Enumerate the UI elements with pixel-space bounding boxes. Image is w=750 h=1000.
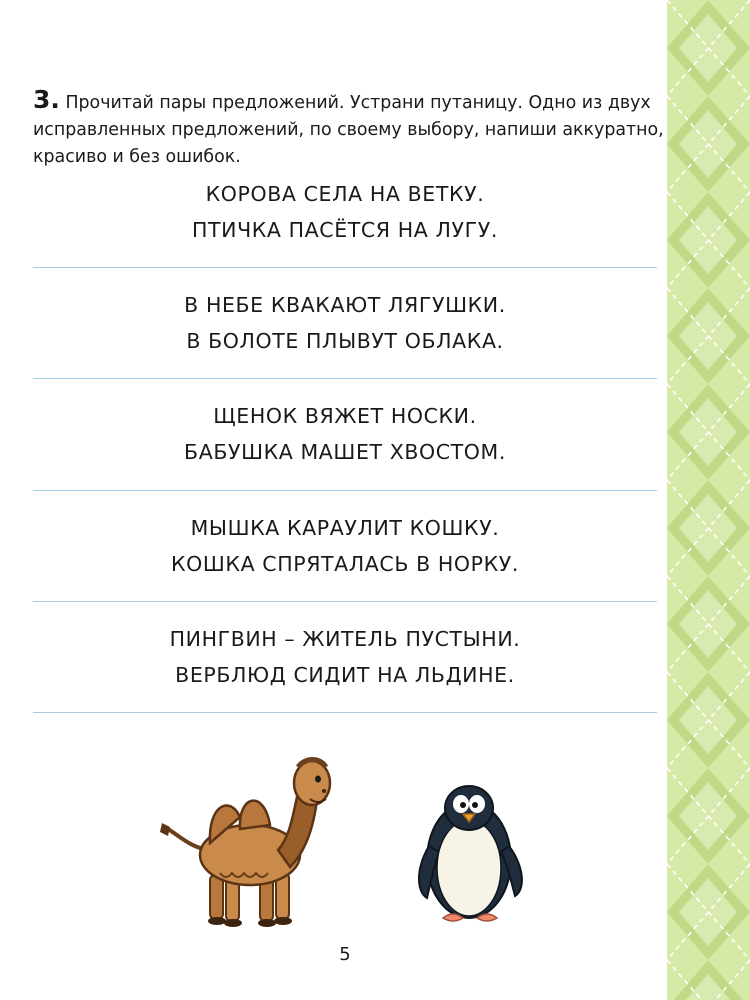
task-instruction (33, 86, 665, 171)
sentence-line: КОШКА СПРЯТАЛАСЬ В НОРКУ. (171, 552, 519, 576)
sentence-line: КОРОВА СЕЛА НА ВЕТКУ. (205, 182, 485, 206)
argyle-pattern (667, 0, 750, 1000)
sentence-pair (33, 621, 657, 693)
penguin-illustration (413, 780, 528, 934)
sentence-line: ЩЕНОК ВЯЖЕТ НОСКИ. (213, 404, 477, 428)
sentence-line: БАБУШКА МАШЕТ ХВОСТОМ. (184, 440, 506, 464)
writing-line (33, 712, 657, 713)
sentence-line: ПИНГВИН – ЖИТЕЛЬ ПУСТЫНИ. (169, 627, 521, 651)
sentence-pair (33, 398, 657, 470)
task-text: Прочитай пары предложений. Устрани путаницу. Одно из двух исправленных предложений, по своему выбору, напиши аккуратно, красиво и без ошибок. (33, 93, 664, 167)
page-number: 5 (339, 944, 351, 965)
writing-line (33, 378, 657, 379)
task-number: 3. (33, 85, 60, 114)
sentence-line: ПТИЧКА ПАСЁТСЯ НА ЛУГУ. (192, 218, 498, 242)
sentence-line: ВЕРБЛЮД СИДИТ НА ЛЬДИНЕ. (175, 663, 515, 687)
sentence-line: В БОЛОТЕ ПЛЫВУТ ОБЛАКА. (186, 329, 504, 353)
writing-line (33, 601, 657, 602)
writing-line (33, 267, 657, 268)
sentence-pair (33, 176, 657, 248)
sentence-line: В НЕБЕ КВАКАЮТ ЛЯГУШКИ. (184, 293, 506, 317)
writing-line (33, 490, 657, 491)
camel-illustration (160, 755, 335, 939)
decorative-side-strip (667, 0, 750, 1000)
sentence-pair (33, 287, 657, 359)
sentence-line: МЫШКА КАРАУЛИТ КОШКУ. (190, 516, 500, 540)
sentence-pair (33, 510, 657, 582)
